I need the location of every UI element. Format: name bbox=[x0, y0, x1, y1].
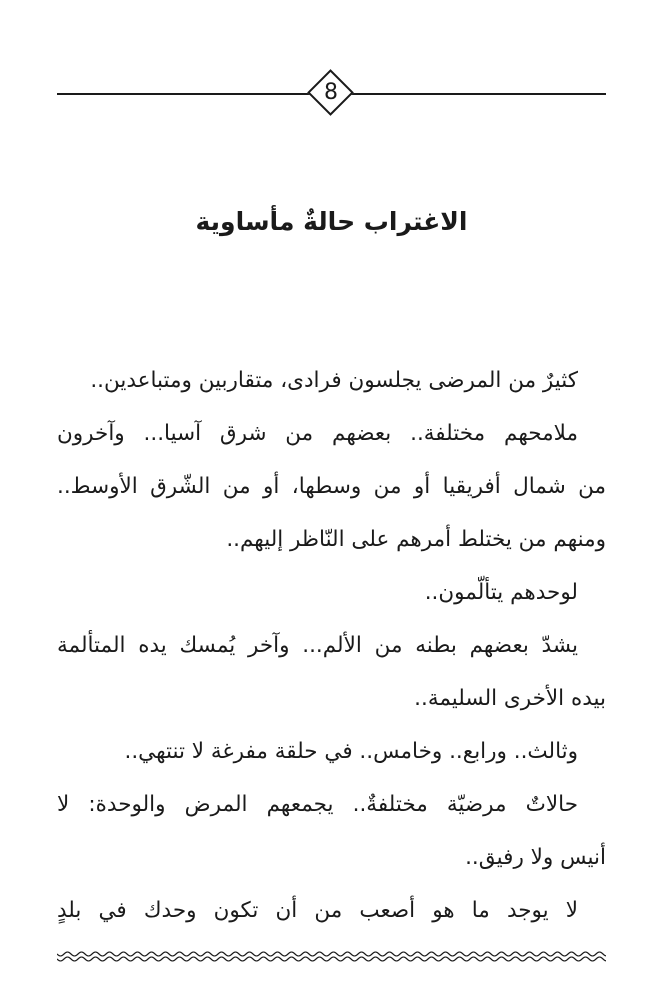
body-line: لا يوجد ما هو أصعب من أن تكون وحدك في بلدٍ bbox=[57, 898, 578, 923]
chapter-number: 8 bbox=[324, 80, 338, 105]
body-line: لوحدهم يتألّمون.. bbox=[424, 580, 578, 605]
body-line: يشدّ بعضهم بطنه من الألم... وآخر يُمسك يده المتألمة bbox=[57, 633, 578, 658]
body-line: أنيس ولا رفيق.. bbox=[465, 845, 606, 870]
body-line: من شمال أفريقيا أو من وسطها، أو من الشّرق الأوسط.. bbox=[57, 474, 606, 499]
body-line: ملامحهم مختلفة.. بعضهم من شرق آسيا... وآخرون bbox=[57, 421, 578, 446]
body-line: حالاتٌ مرضيّة مختلفةٌ.. يجمعهم المرض والوحدة: لا bbox=[57, 792, 578, 817]
body-line: ومنهم من يختلط أمرهم على النّاظر إليهم.. bbox=[226, 527, 606, 552]
body-line: كثيرٌ من المرضى يجلسون فرادى، متقاربين ومتباعدين.. bbox=[90, 368, 578, 393]
body-line: وثالث.. ورابع.. وخامس.. في حلقة مفرغة لا تنتهي.. bbox=[124, 739, 578, 764]
body-text bbox=[57, 354, 606, 937]
chapter-title: الاغتراب حالةٌ مأساوية bbox=[195, 207, 468, 236]
body-line: بيده الأخرى السليمة.. bbox=[414, 686, 606, 711]
chapter-number-badge bbox=[308, 70, 354, 116]
footer-wave-rule bbox=[57, 950, 606, 964]
